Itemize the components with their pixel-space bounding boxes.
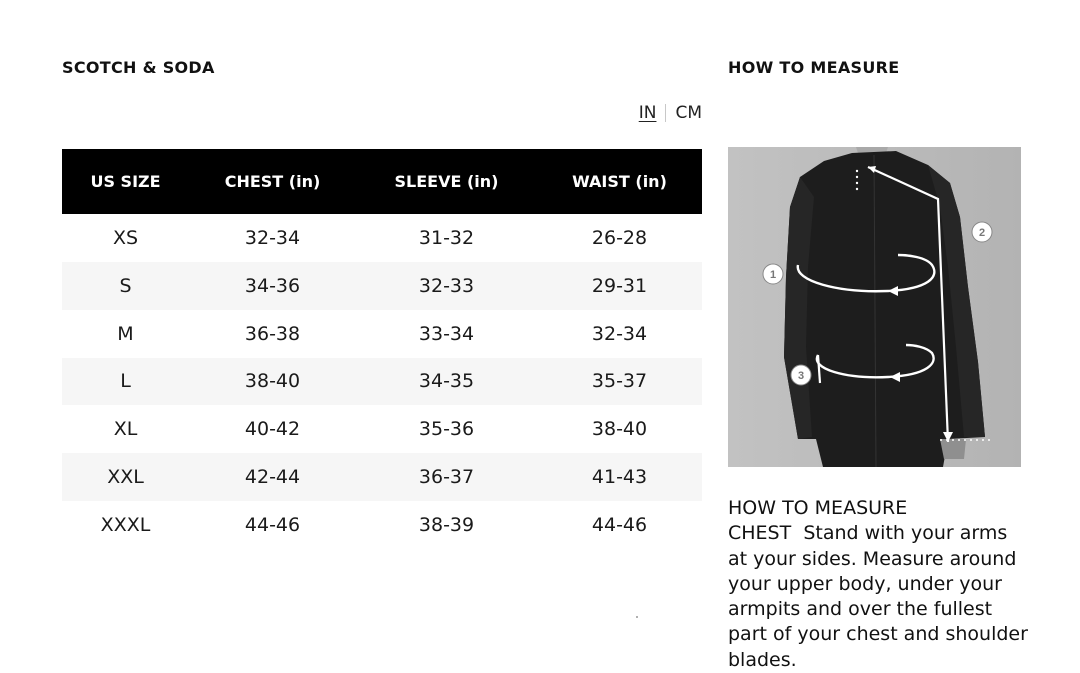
size-chart-body	[62, 214, 702, 549]
cell-chest: 42-44	[189, 453, 356, 501]
marker-1-label: 1	[769, 269, 777, 281]
measure-instruction-text: Stand with your arms at your sides. Measure around your upper body, under your armpits and over the fullest part of your chest and shoulder blades.	[728, 522, 1028, 671]
size-chart-header	[62, 149, 702, 214]
cell-sleeve: 38-39	[418, 513, 475, 536]
table-row	[62, 214, 702, 262]
cell-size: XXL	[62, 453, 189, 501]
table-row	[62, 358, 702, 406]
cell-sleeve: 34-35	[356, 358, 537, 406]
decorative-dot	[636, 616, 638, 618]
marker-3-icon	[791, 365, 811, 385]
cell-chest: 34-36	[189, 262, 356, 310]
cell-size: XL	[113, 418, 138, 441]
header-row	[62, 149, 702, 214]
cell-chest: 32-34	[244, 226, 301, 249]
how-to-measure-heading: HOW TO MEASURE	[728, 58, 900, 77]
cell-sleeve: 36-37	[356, 453, 537, 501]
marker-2-label: 2	[978, 227, 986, 239]
cell-waist: 38-40	[591, 418, 648, 441]
measurement-diagram-photo	[728, 147, 1021, 467]
cell-size: L	[62, 358, 189, 406]
header-waist: WAIST (in)	[537, 149, 702, 214]
unit-divider	[665, 104, 666, 122]
cell-waist: 26-28	[591, 226, 648, 249]
cell-waist: 44-46	[591, 513, 648, 536]
cell-chest: 38-40	[189, 358, 356, 406]
cell-chest: 36-38	[244, 322, 301, 345]
cell-sleeve: 33-34	[418, 322, 475, 345]
marker-2-icon	[972, 222, 992, 242]
brand-title: SCOTCH & SODA	[62, 58, 215, 77]
marker-1-icon	[763, 264, 783, 284]
header-chest: CHEST (in)	[189, 149, 356, 214]
unit-toggle	[639, 103, 702, 123]
cell-chest: 40-42	[244, 418, 301, 441]
measure-subheading: HOW TO MEASURE	[728, 497, 908, 519]
cell-size: XS	[112, 226, 139, 249]
header-us-size: US SIZE	[62, 149, 189, 214]
table-row	[62, 405, 702, 453]
table-row	[62, 262, 702, 310]
size-chart-table	[62, 149, 702, 549]
cell-size: S	[62, 262, 189, 310]
table-row	[62, 310, 702, 358]
cell-sleeve: 35-36	[418, 418, 475, 441]
cell-waist: 35-37	[537, 358, 702, 406]
cell-waist: 41-43	[537, 453, 702, 501]
cell-sleeve: 31-32	[418, 226, 475, 249]
measure-section-label: CHEST	[728, 522, 792, 545]
table-row	[62, 453, 702, 501]
table-row	[62, 501, 702, 549]
cell-chest: 44-46	[244, 513, 301, 536]
cell-size: XXXL	[100, 513, 151, 536]
marker-3-label: 3	[797, 370, 805, 382]
unit-option-in[interactable]: IN	[638, 103, 657, 123]
measure-instructions	[728, 496, 1028, 673]
cell-size: M	[117, 322, 134, 345]
cell-waist: 29-31	[537, 262, 702, 310]
unit-option-cm[interactable]: CM	[675, 103, 702, 123]
cell-waist: 32-34	[591, 322, 648, 345]
cell-sleeve: 32-33	[356, 262, 537, 310]
header-sleeve: SLEEVE (in)	[356, 149, 537, 214]
jacket-back-illustration	[728, 147, 1021, 467]
